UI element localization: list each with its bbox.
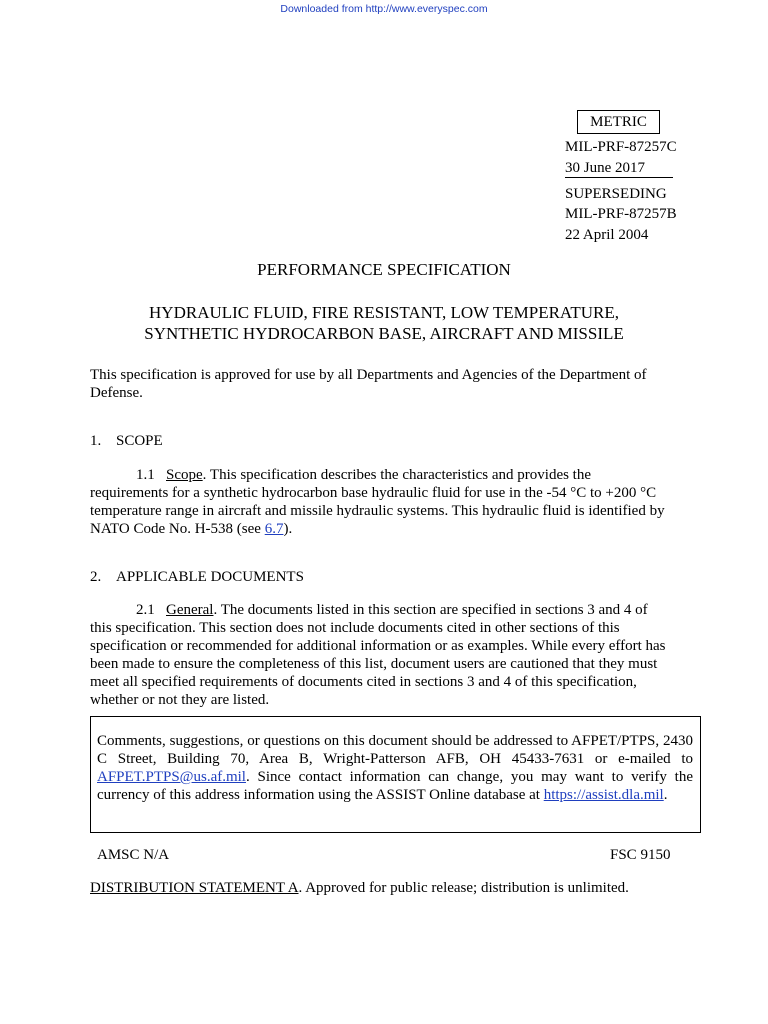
- section-2-number: 2.: [90, 569, 102, 585]
- amsc-code: AMSC N/A: [97, 847, 170, 863]
- section-2-heading: [90, 569, 304, 586]
- section-1-1-line-4-end: ).: [283, 521, 293, 537]
- section-2-1-number: 2.1: [136, 602, 155, 618]
- document-number: MIL-PRF-87257C: [565, 139, 677, 155]
- section-1-1-line-4: NATO Code No. H-538 (see: [90, 521, 265, 537]
- section-2-1-paragraph: [90, 601, 672, 709]
- specification-type-title: PERFORMANCE SPECIFICATION: [257, 260, 511, 279]
- superseded-document-number: MIL-PRF-87257B: [565, 206, 677, 222]
- metric-label-box: METRIC: [577, 110, 660, 134]
- section-1-1-title: Scope: [166, 467, 203, 483]
- document-title-line-2: SYNTHETIC HYDROCARBON BASE, AIRCRAFT AND MISSILE: [144, 324, 624, 343]
- superseding-label: SUPERSEDING: [565, 186, 667, 202]
- section-2-1-line-3: specification or recommended for additional information or as examples. While every effort has: [90, 638, 666, 654]
- section-1-number: 1.: [90, 433, 102, 449]
- section-2-1-line-5: meet all specified requirements of documents cited in sections 3 and 4 of this specification,: [90, 674, 637, 690]
- email-link[interactable]: AFPET.PTPS@us.af.mil: [97, 769, 246, 785]
- superseded-document-date: 22 April 2004: [565, 227, 649, 243]
- section-2-1-title: General: [166, 602, 214, 618]
- section-1-1-line-3: temperature range in aircraft and missile hydraulic systems. This hydraulic fluid is identified by: [90, 503, 665, 519]
- approval-statement: [90, 366, 672, 402]
- section-1-1-line-2: requirements for a synthetic hydrocarbon base hydraulic fluid for use in the -54 °C to +200 °C: [90, 485, 657, 501]
- fsc-code: FSC 9150: [610, 847, 671, 863]
- section-2-1-line-2: this specification. This section does not include documents cited in other sections of this: [90, 620, 620, 636]
- section-2-1-line-6: whether or not they are listed.: [90, 692, 270, 708]
- approval-line-2: Defense.: [90, 385, 143, 401]
- header-rule: [565, 177, 673, 178]
- section-2-1-line-4: been made to ensure the completeness of this list, document users are cautioned that they must: [90, 656, 658, 672]
- section-1-heading: [90, 433, 163, 450]
- distribution-statement-label: DISTRIBUTION STATEMENT A: [90, 880, 299, 896]
- approval-line-1: This specification is approved for use by all Departments and Agencies of the Department of: [90, 367, 647, 383]
- comments-address-text: Comments, suggestions, or questions on this document should be addressed to AFPET/PTPS, 2430 C Street, Building 70, Area B, Wright-Patterson AFB, OH 45433-7631 or e-mailed to: [97, 733, 693, 767]
- document-title-line-1: HYDRAULIC FLUID, FIRE RESISTANT, LOW TEMPERATURE,: [149, 303, 619, 322]
- section-2-title: APPLICABLE DOCUMENTS: [116, 569, 304, 585]
- section-2-1-line-1: . The documents listed in this section are specified in sections 3 and 4 of: [213, 602, 648, 618]
- download-source-banner: Downloaded from http://www.everyspec.com: [280, 3, 488, 15]
- comments-text: Comments, suggestions, or questions on this document should be addressed to AFPET/PTPS, 2430 C Street, Building 70, Area B, Wright-Patterson AFB, OH 45433-7631 or e-mailed to AFPET.PTPS@us.af.mil. Since contact information can change, you may want to verify the currency of this address information using the ASSIST Online database at https://assist.dla.mil.: [97, 733, 693, 803]
- document-date: 30 June 2017: [565, 160, 645, 176]
- section-1-1-paragraph: [90, 466, 672, 538]
- distribution-statement-text: . Approved for public release; distribution is unlimited.: [298, 880, 629, 896]
- assist-online-link[interactable]: https://assist.dla.mil: [543, 787, 664, 803]
- distribution-statement: [90, 880, 629, 897]
- comments-verify-text: . Since contact information can change, you may want to verify the currency of this address information using the ASSIST Online database at: [97, 769, 693, 803]
- section-6-7-link[interactable]: 6.7: [264, 521, 284, 537]
- section-1-1-line-1: . This specification describes the characteristics and provides the: [202, 467, 592, 483]
- section-1-1-number: 1.1: [136, 467, 155, 483]
- section-1-title: SCOPE: [116, 433, 163, 449]
